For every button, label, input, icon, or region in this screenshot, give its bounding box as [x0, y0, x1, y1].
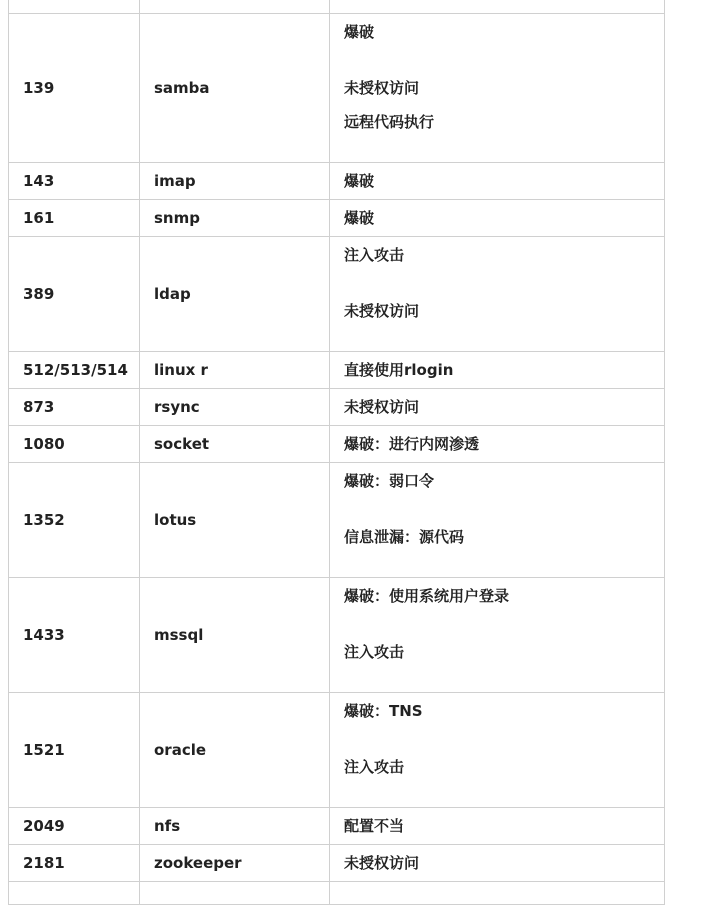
port-cell: 161	[9, 200, 140, 237]
service-cell: imap	[140, 163, 330, 200]
vulnerability-item: 注入攻击	[344, 643, 405, 661]
vulnerability-item: 注入攻击	[344, 758, 405, 776]
service-cell: lotus	[140, 463, 330, 578]
vulnerability-cell	[330, 882, 665, 905]
port-cell: 512/513/514	[9, 352, 140, 389]
port-cell: 1521	[9, 693, 140, 808]
vulnerability-cell	[330, 352, 665, 389]
service-cell: zookeeper	[140, 845, 330, 882]
vulnerability-item: 未授权访问	[344, 854, 420, 872]
table-row	[9, 163, 665, 200]
port-cell: 2181	[9, 845, 140, 882]
vulnerability-item: 爆破	[344, 209, 375, 227]
port-cell: 1433	[9, 578, 140, 693]
table-row	[9, 14, 665, 163]
table-body	[9, 0, 665, 905]
table-row	[9, 808, 665, 845]
vulnerability-item: 注入攻击	[344, 246, 405, 264]
vulnerability-item: 爆破：使用系统用户登录	[344, 587, 510, 605]
port-cell	[9, 882, 140, 905]
vulnerability-item	[344, 278, 650, 300]
vulnerability-item: 爆破	[344, 23, 375, 41]
port-vulnerability-table-container	[8, 0, 664, 905]
table-row	[9, 200, 665, 237]
port-vulnerability-table	[8, 0, 665, 905]
vulnerability-item: 爆破：进行内网渗透	[344, 435, 480, 453]
service-cell: samba	[140, 14, 330, 163]
service-cell: rsync	[140, 389, 330, 426]
service-cell: oracle	[140, 693, 330, 808]
vulnerability-cell	[330, 578, 665, 693]
vulnerability-item: 爆破	[344, 172, 375, 190]
table-row	[9, 426, 665, 463]
table-row	[9, 882, 665, 905]
vulnerability-item	[344, 734, 650, 756]
service-cell: snmp	[140, 200, 330, 237]
port-cell: 139	[9, 14, 140, 163]
table-row	[9, 845, 665, 882]
vulnerability-cell	[330, 0, 665, 14]
port-cell: 2049	[9, 808, 140, 845]
service-cell: nfs	[140, 808, 330, 845]
port-cell: 389	[9, 237, 140, 352]
vulnerability-item: 未授权访问	[344, 79, 420, 97]
vulnerability-cell	[330, 163, 665, 200]
service-cell: mssql	[140, 578, 330, 693]
service-cell: linux r	[140, 352, 330, 389]
table-row	[9, 693, 665, 808]
port-cell: 1352	[9, 463, 140, 578]
vulnerability-item	[344, 0, 650, 13]
vulnerability-item: 未授权访问	[344, 302, 420, 320]
vulnerability-cell	[330, 200, 665, 237]
vulnerability-item	[344, 619, 650, 641]
vulnerability-item: 未授权访问	[344, 398, 420, 416]
vulnerability-cell	[330, 693, 665, 808]
port-cell: 873	[9, 389, 140, 426]
table-row	[9, 352, 665, 389]
vulnerability-cell	[330, 14, 665, 163]
table-row	[9, 389, 665, 426]
vulnerability-cell	[330, 808, 665, 845]
table-row	[9, 463, 665, 578]
table-row	[9, 578, 665, 693]
vulnerability-item: 爆破：TNS	[344, 702, 423, 720]
service-cell	[140, 882, 330, 905]
vulnerability-cell	[330, 845, 665, 882]
service-cell	[140, 0, 330, 14]
vulnerability-item	[344, 55, 650, 77]
vulnerability-cell	[330, 426, 665, 463]
port-cell: 1080	[9, 426, 140, 463]
vulnerability-item: 直接使用rlogin	[344, 361, 454, 379]
vulnerability-item	[344, 882, 650, 904]
vulnerability-item: 配置不当	[344, 817, 405, 835]
table-row	[9, 237, 665, 352]
vulnerability-cell	[330, 463, 665, 578]
vulnerability-cell	[330, 389, 665, 426]
vulnerability-item: 爆破：弱口令	[344, 472, 435, 490]
table-row	[9, 0, 665, 14]
service-cell: ldap	[140, 237, 330, 352]
vulnerability-item: 远程代码执行	[344, 113, 435, 131]
vulnerability-item	[344, 504, 650, 526]
vulnerability-cell	[330, 237, 665, 352]
port-cell: 143	[9, 163, 140, 200]
port-cell	[9, 0, 140, 14]
vulnerability-item: 信息泄漏：源代码	[344, 528, 465, 546]
service-cell: socket	[140, 426, 330, 463]
